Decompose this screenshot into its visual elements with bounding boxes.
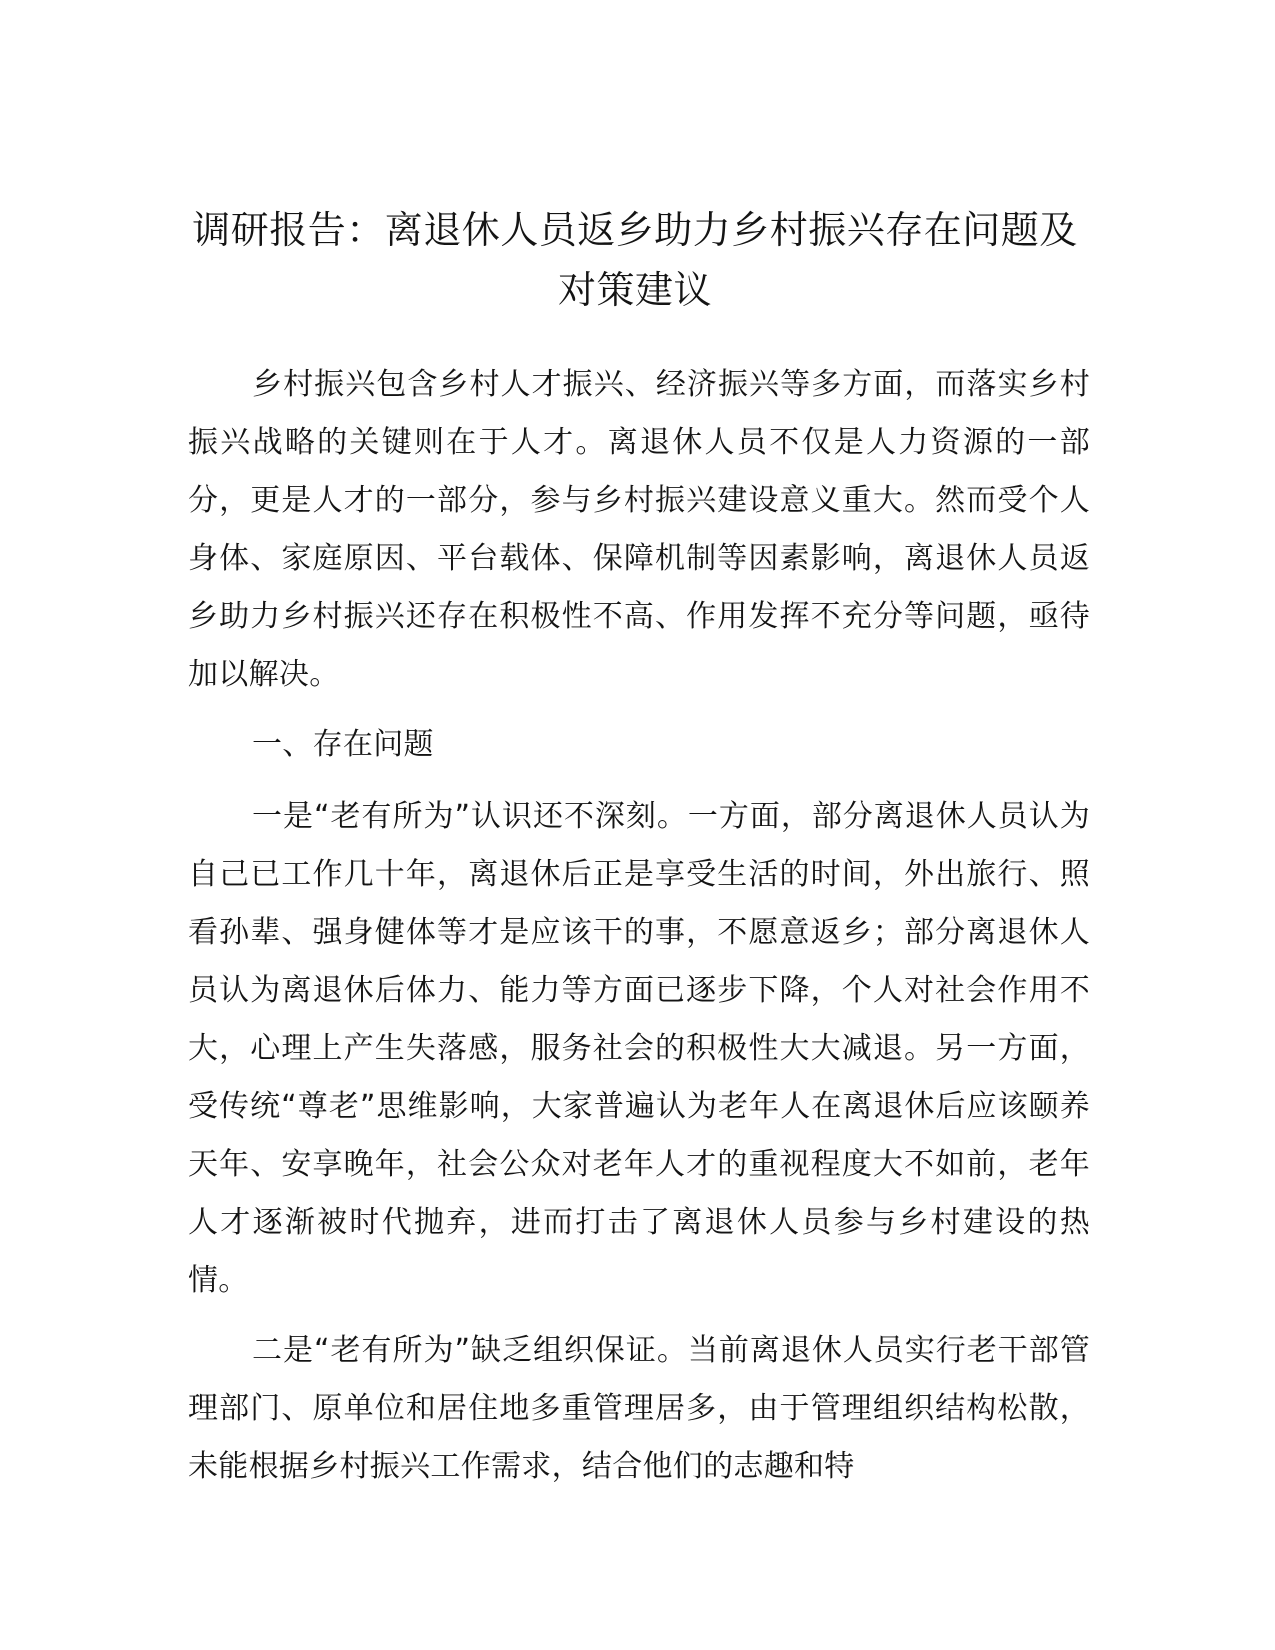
body-paragraph-2: 二是“老有所为”缺乏组织保证。当前离退休人员实行老干部管理部门、原单位和居住地多重管理居多，由于管理组织结构松散，未能根据乡村振兴工作需求，结合他们的志趣和特 xyxy=(188,1333,1090,1484)
intro-paragraph: 乡村振兴包含乡村人才振兴、经济振兴等多方面，而落实乡村振兴战略的关键则在于人才。离退休人员不仅是人力资源的一部分，更是人才的一部分，参与乡村振兴建设意义重大。然而受个人身体、家庭原因、平台载体、保障机制等因素影响，离退休人员返乡助力乡村振兴还存在积极性不高、作用发挥不充分等问题，亟待加以解决。 xyxy=(188,367,1090,692)
document-title: 调研报告：离退休人员返乡助力乡村振兴存在问题及对策建议 xyxy=(192,208,1078,312)
body-paragraph-1: 一是“老有所为”认识还不深刻。一方面，部分离退休人员认为自己已工作几十年，离退休后正是享受生活的时间，外出旅行、照看孙辈、强身健体等才是应该干的事，不愿意返乡；部分离退休人员认为离退休后体力、能力等方面已逐步下降，个人对社会作用不大，心理上产生失落感，服务社会的积极性大大减退。另一方面，受传统“尊老”思维影响，大家普遍认为老年人在离退休后应该颐养天年、安享晚年，社会公众对老年人才的重视程度大不如前，老年人才逐渐被时代抛弃，进而打击了离退休人员参与乡村建设的热情。 xyxy=(188,799,1090,1298)
section-heading: 一、存在问题 xyxy=(252,727,434,762)
